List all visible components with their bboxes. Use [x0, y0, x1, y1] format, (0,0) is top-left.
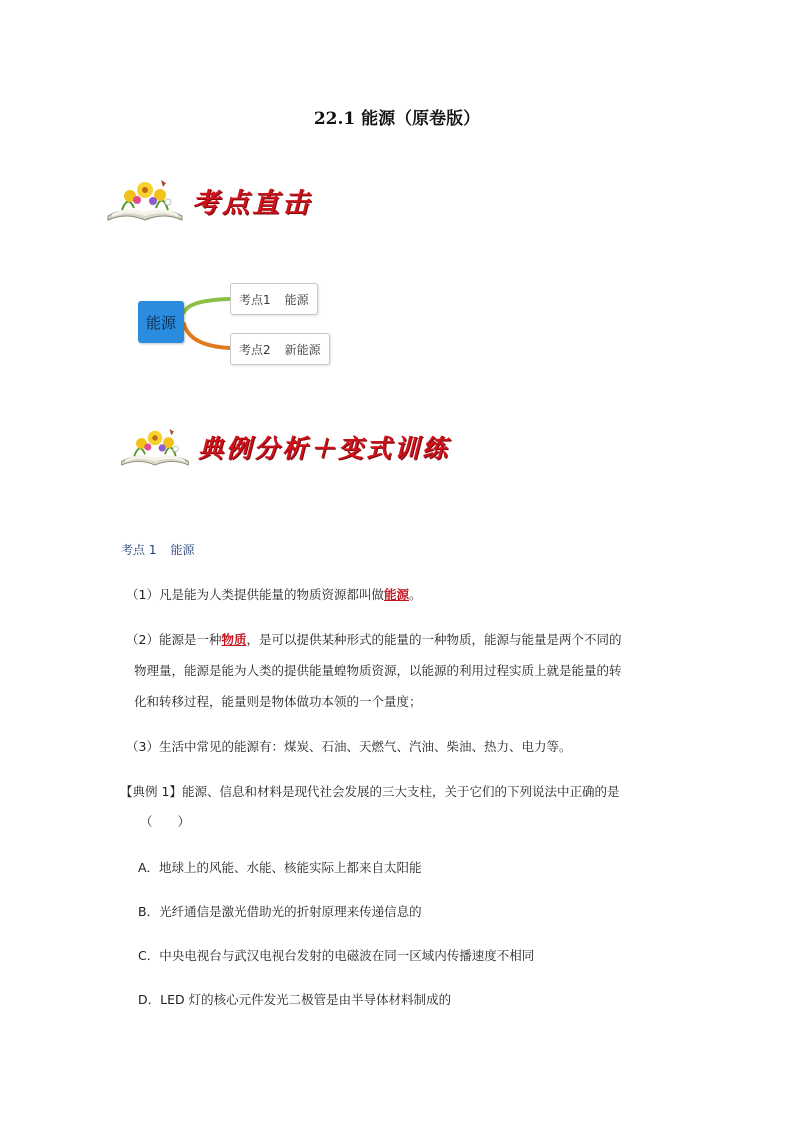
- knowledge-point-3: （3）生活中常见的能源有：煤炭、石油、天燃气、汽油、柴油、热力、电力等。: [126, 739, 572, 754]
- section-label: 能源: [170, 543, 195, 557]
- knowledge-point-2: [126, 630, 622, 648]
- mindmap-node-1: [230, 283, 318, 315]
- open-book-flowers-icon: [104, 176, 186, 224]
- highlight-term: 能源: [383, 587, 409, 602]
- option-d: D．LED 灯的核心元件发光二极管是由半导体材料制成的: [138, 992, 452, 1007]
- question-text: 能源、信息和材料是现代社会发展的三大支柱，关于它们的下列说法中正确的是: [181, 784, 620, 799]
- open-book-flowers-icon: [118, 424, 192, 470]
- point-text: （1）凡是能为人类提供能量的物质资源都叫做: [126, 587, 384, 602]
- point-text: 。: [408, 587, 422, 602]
- mindmap-node-label: 能源: [284, 292, 309, 307]
- document-title: 22.1 能源（原卷版）: [313, 109, 481, 129]
- example-question: [120, 782, 619, 800]
- section-banner-2: [118, 424, 450, 470]
- option-a: A．地球上的风能、水能、核能实际上都来自太阳能: [138, 860, 422, 875]
- answer-blank: （ ）: [140, 814, 191, 829]
- mindmap-node-number: 考点2: [239, 342, 271, 357]
- knowledge-point-2-line-3: 化和转移过程，能量则是物体做功本领的一个量度；: [134, 694, 422, 709]
- point-text: ，是可以提供某种形式的能量的一种物质，能源与能量是两个不同的: [246, 632, 622, 647]
- banner-heading: 考点直击: [192, 187, 312, 219]
- highlight-term: 物质: [221, 632, 247, 647]
- banner-heading: 典例分析＋变式训练: [198, 434, 451, 463]
- knowledge-point-2-line-2: 物理量，能源是能为人类的提供能量蝗物质资源，以能源的利用过程实质上就是能量的转: [134, 663, 622, 678]
- mindmap-connectors: [182, 290, 234, 360]
- option-c: C．中央电视台与武汉电视台发射的电磁波在同一区域内传播速度不相同: [138, 948, 535, 963]
- knowledge-point-1: [126, 585, 422, 603]
- mindmap-node-label: 新能源: [284, 342, 321, 357]
- option-b: B．光纤通信是激光借助光的折射原理来传递信息的: [138, 904, 422, 919]
- mindmap-root-node: 能源: [138, 301, 184, 343]
- example-tag: 【典例 1】: [120, 784, 182, 799]
- section-heading: [121, 541, 194, 558]
- section-banner-1: [104, 176, 312, 224]
- point-text: （2）能源是一种: [126, 632, 222, 647]
- section-number: 考点 1: [121, 543, 157, 557]
- mindmap-node-number: 考点1: [239, 292, 271, 307]
- mindmap-node-2: [230, 333, 330, 365]
